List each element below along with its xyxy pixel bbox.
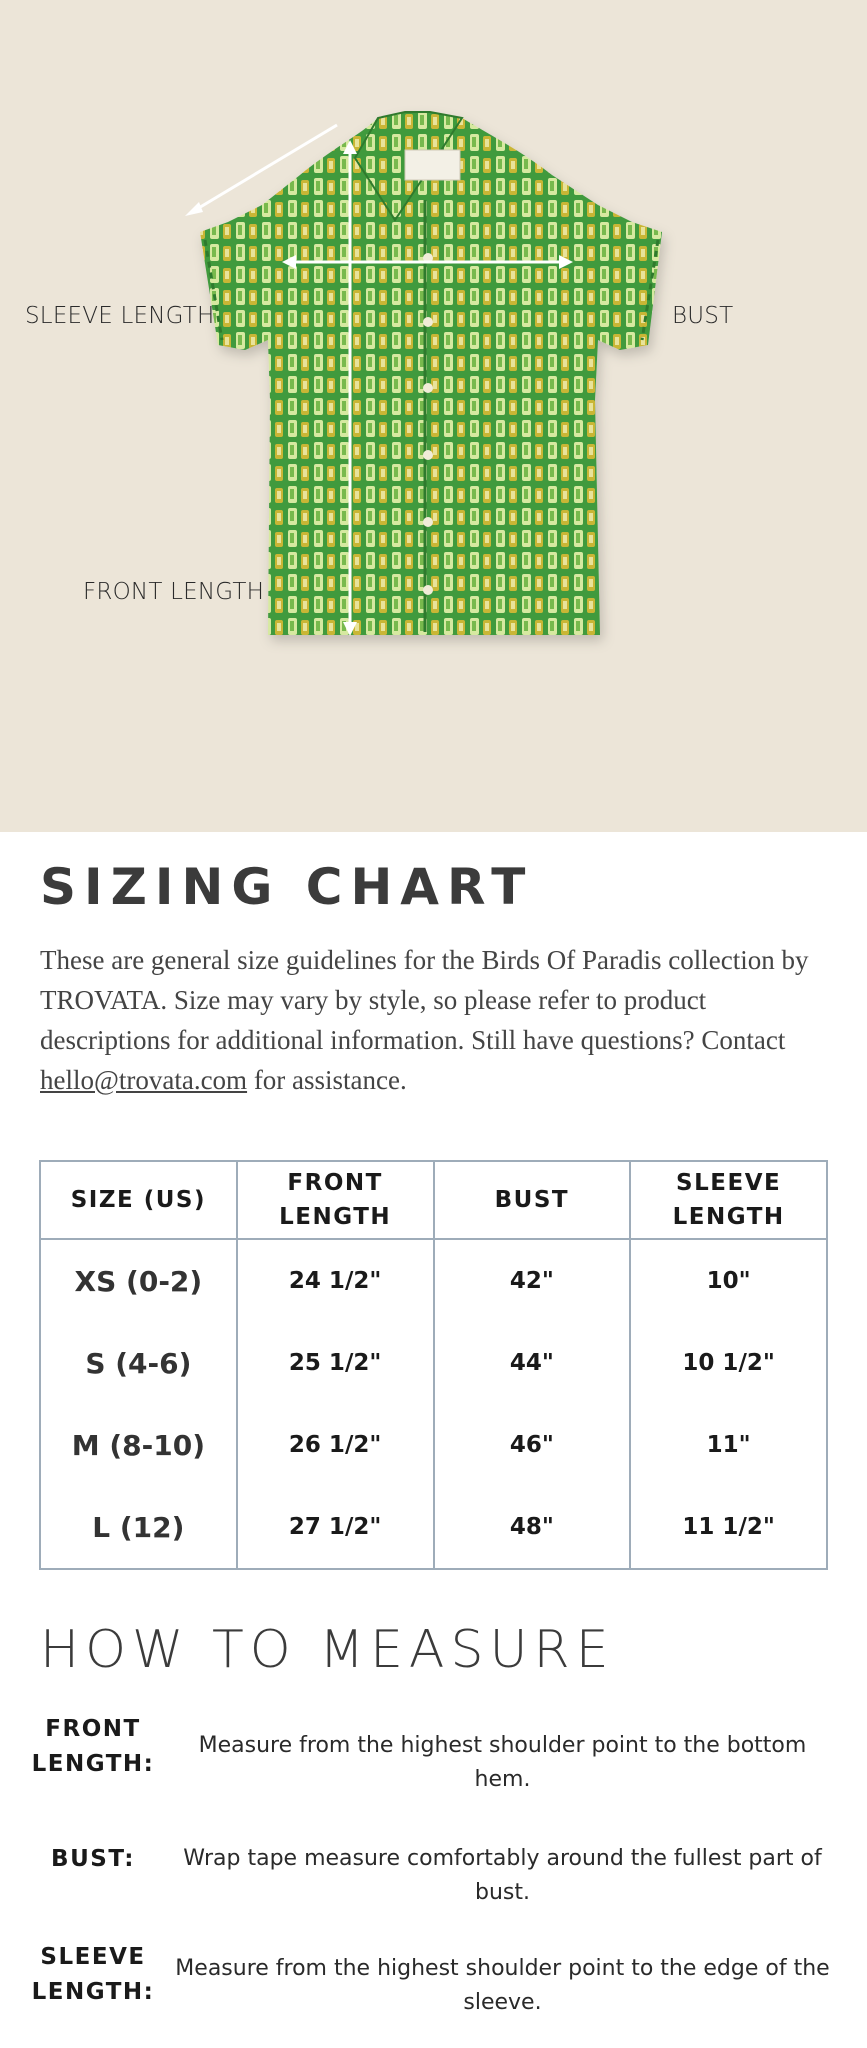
sleeve-length-cell: 10 1/2" — [630, 1322, 827, 1404]
front-length-label: FRONT LENGTH — [83, 579, 265, 605]
bust-cell: 46" — [434, 1404, 631, 1486]
header-sleeve-length: SLEEVE LENGTH — [630, 1161, 827, 1239]
bust-label: BUST — [672, 303, 734, 329]
sleeve-length-cell: 11" — [630, 1404, 827, 1486]
measure-definition: Measure from the highest shoulder point to the edge of the sleeve. — [175, 1956, 830, 2015]
size-cell: L (12) — [40, 1486, 237, 1569]
measure-definition: Wrap tape measure comfortably around the fullest part of bust. — [183, 1846, 822, 1905]
size-cell: S (4-6) — [40, 1322, 237, 1404]
sizing-intro — [40, 940, 840, 1100]
measure-definition: Measure from the highest shoulder point to the bottom hem. — [198, 1733, 807, 1792]
front-length-cell: 25 1/2" — [237, 1322, 434, 1404]
term-line: LENGTH: — [31, 1979, 155, 2005]
shirt-body — [200, 112, 662, 635]
measure-term — [28, 1842, 158, 1877]
size-cell: M (8-10) — [40, 1404, 237, 1486]
contact-email-link[interactable]: hello@trovata.com — [40, 1065, 248, 1095]
sleeve-length-label: SLEEVE LENGTH — [25, 303, 215, 329]
table-row — [40, 1404, 827, 1486]
how-to-measure-title: HOW TO MEASURE — [40, 1620, 615, 1680]
bust-cell: 48" — [434, 1486, 631, 1569]
sizing-chart-title: SIZING CHART — [40, 858, 534, 916]
term-line: FRONT — [45, 1716, 141, 1742]
front-length-cell: 27 1/2" — [237, 1486, 434, 1569]
table-row — [40, 1486, 827, 1569]
table-header-row — [40, 1161, 827, 1239]
term-line: LENGTH: — [31, 1751, 155, 1777]
shirt-tag — [405, 150, 460, 180]
header-size: SIZE (US) — [40, 1161, 237, 1239]
garment-diagram — [0, 0, 867, 832]
bust-cell: 42" — [434, 1239, 631, 1322]
front-length-cell: 26 1/2" — [237, 1404, 434, 1486]
intro-suffix: for assistance. — [247, 1065, 407, 1095]
measure-term — [28, 1712, 158, 1782]
shirt-illustration — [0, 0, 867, 832]
sleeve-length-cell: 10" — [630, 1239, 827, 1322]
header-front-length: FRONT LENGTH — [237, 1161, 434, 1239]
size-table — [39, 1160, 828, 1570]
bust-cell: 44" — [434, 1322, 631, 1404]
header-bust: BUST — [434, 1161, 631, 1239]
table-row — [40, 1239, 827, 1322]
term-line: BUST: — [51, 1846, 135, 1872]
measure-term — [28, 1940, 158, 2010]
intro-text: These are general size guidelines for the Birds Of Paradis collection by TROVATA. Size may vary by style, so please refer to product descriptions for additional information. Still have questions? Contact — [40, 945, 809, 1055]
sleeve-length-cell: 11 1/2" — [630, 1486, 827, 1569]
size-cell: XS (0-2) — [40, 1239, 237, 1322]
table-row — [40, 1322, 827, 1404]
front-length-cell: 24 1/2" — [237, 1239, 434, 1322]
term-line: SLEEVE — [40, 1944, 146, 1970]
